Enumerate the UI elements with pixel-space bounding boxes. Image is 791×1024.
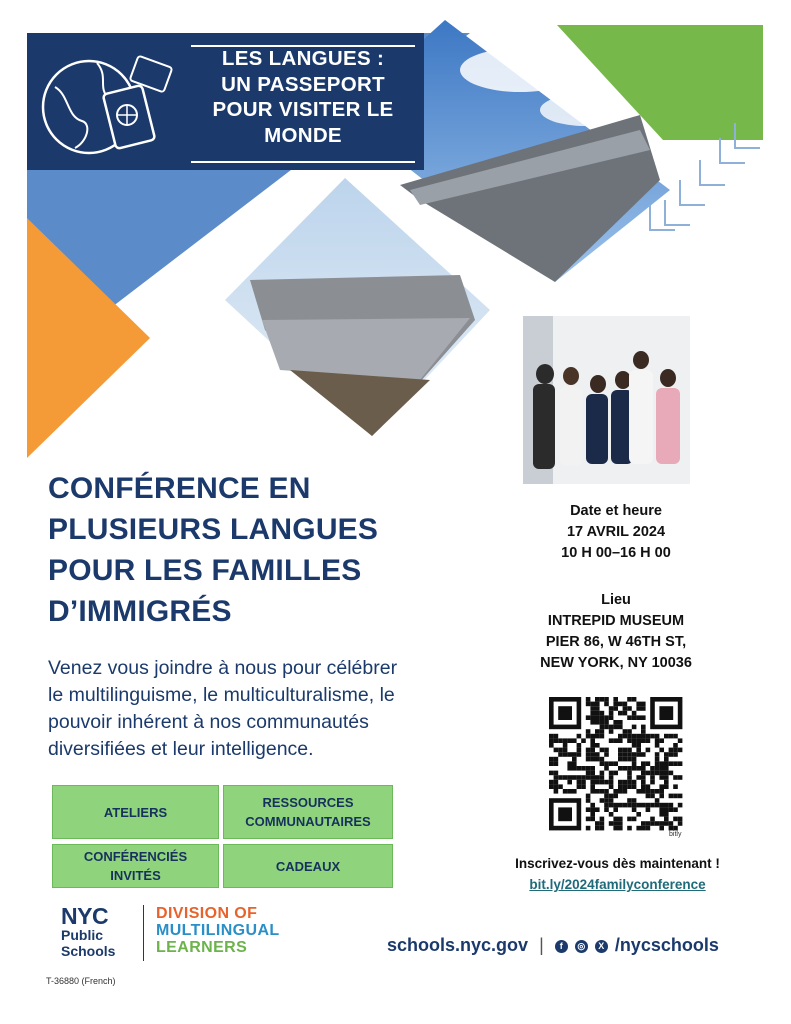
- group-photo-image: [523, 316, 690, 484]
- form-code: T-36880 (French): [46, 976, 116, 986]
- nyc-public-schools-logo: NYC Public Schools: [61, 905, 141, 959]
- tile-ressources: RESSOURCES COMMUNAUTAIRES: [223, 785, 393, 839]
- title-banner: [27, 33, 424, 170]
- banner-rule-bottom: [191, 161, 415, 163]
- venue-name: INTREPID MUSEUM: [547, 613, 685, 629]
- footer-separator: |: [539, 935, 544, 955]
- conference-headline: CONFÉRENCE EN PLUSIEURS LANGUES POUR LES FAMILLES D’IMMIGRÉS: [48, 472, 379, 628]
- tile-ateliers: ATELIERS: [52, 785, 219, 839]
- nyc-mark: NYC: [61, 903, 109, 929]
- website-link[interactable]: schools.nyc.gov: [387, 935, 529, 955]
- venue-street: PIER 86, W 46TH ST,: [545, 634, 687, 650]
- logo-divider: [143, 905, 144, 961]
- event-date: 17 AVRIL 2024: [566, 524, 666, 540]
- register-link[interactable]: bit.ly/2024familyconference: [529, 877, 706, 892]
- banner-title: LES LANGUES : UN PASSEPORT POUR VISITER LE MONDE: [212, 47, 394, 147]
- instagram-icon[interactable]: ◎: [575, 940, 588, 953]
- social-handle[interactable]: /nycschools: [614, 935, 719, 955]
- qr-code-image[interactable]: [545, 693, 690, 838]
- venue-city: NEW YORK, NY 10036: [540, 655, 692, 671]
- registration-block: [490, 853, 745, 895]
- group-photo: [523, 316, 690, 484]
- venue-heading: Lieu: [601, 592, 631, 608]
- globe-passport-icon: [37, 47, 177, 162]
- qr-tag: bitly: [669, 831, 682, 838]
- footer-links: [387, 935, 719, 956]
- multilingual-learners-logo: DIVISION OF MULTILINGUAL LEARNERS: [156, 905, 280, 956]
- event-time: 10 H 00–16 H 00: [561, 545, 671, 561]
- tile-cadeaux: CADEAUX: [223, 844, 393, 888]
- facebook-icon[interactable]: f: [555, 940, 568, 953]
- tile-conferencies: CONFÉRENCIÉS INVITÉS: [52, 844, 219, 888]
- date-block: [516, 501, 716, 564]
- intro-paragraph: Venez vous joindre à nous pour célébrer le multilinguisme, le multiculturalisme, le pouvoir inhérent à nos communautés diversifiées et leur intelligence.: [48, 657, 398, 760]
- register-cta: Inscrivez-vous dès maintenant !: [515, 856, 720, 871]
- date-heading: Date et heure: [570, 503, 662, 519]
- qr-code[interactable]: [545, 693, 690, 843]
- x-icon[interactable]: X: [595, 940, 608, 953]
- venue-block: [516, 590, 716, 674]
